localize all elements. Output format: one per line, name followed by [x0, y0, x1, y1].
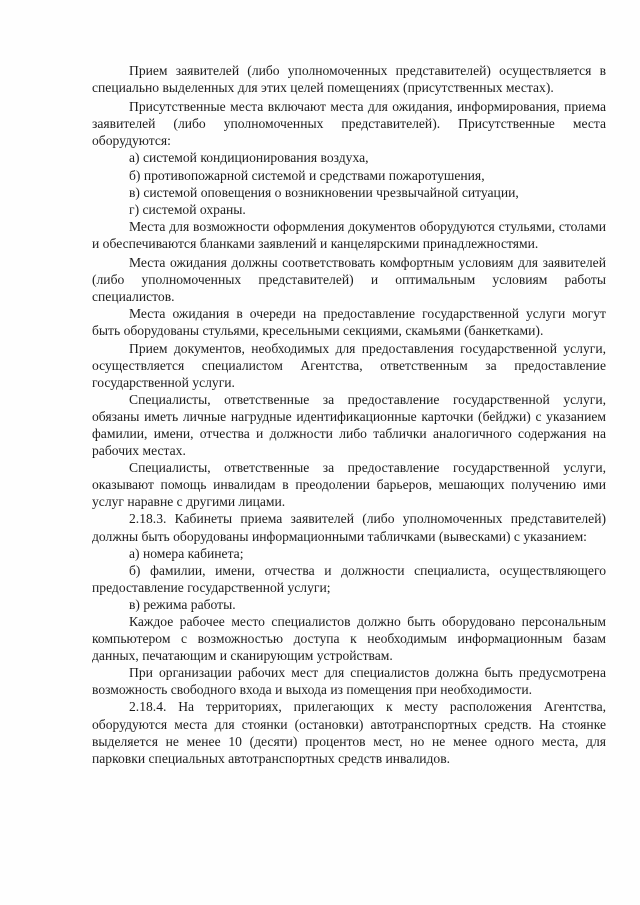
list-item-air-conditioning: а) системой кондиционирования воздуха,	[129, 150, 369, 166]
list-item-room-number: а) номера кабинета;	[129, 545, 244, 561]
document-body	[92, 62, 606, 767]
list-item-working-hours: в) режима работы.	[129, 596, 236, 612]
list-item-emergency-alert: в) системой оповещения о возникновении чрезвычайной ситуации,	[129, 184, 519, 200]
paragraph-attendance-places: Присутственные места включают места для ожидания, информирования, приема заявителей (либо уполномоченных представителей). Присутственные места оборудуются:	[92, 99, 606, 149]
paragraph-document-preparation-places: Места для возможности оформления документов оборудуются стульями, столами и обеспечиваются бланками заявлений и канцелярскими принадлежностями.	[92, 218, 606, 251]
list-item-security-system: г) системой охраны.	[129, 201, 246, 217]
list-item-fire-protection: б) противопожарной системой и средствами пожаротушения,	[129, 167, 485, 183]
paragraph-document-reception: Прием документов, необходимых для предоставления государственной услуги, осуществляется специалистом Агентства, ответственным за предоставление государственной услуги.	[92, 340, 606, 390]
paragraph-reception-premises: Прием заявителей (либо уполномоченных представителей) осуществляется в специально выделенных для этих целей помещениях (присутственных местах).	[92, 63, 606, 96]
paragraph-specialist-badges: Специалисты, ответственные за предоставление государственной услуги, обязаны иметь личные нагрудные идентификационные карточки (бейджи) с указанием фамилии, имени, отчества и должности либо таблички аналогичного содержания на рабочих местах.	[92, 391, 606, 459]
paragraph-section-2-18-3: 2.18.3. Кабинеты приема заявителей (либо уполномоченных представителей) должны быть оборудованы информационными табличками (вывесками) с указанием:	[92, 511, 606, 544]
paragraph-workstation-equipment: Каждое рабочее место специалистов должно быть оборудовано персональным компьютером с возможностью доступа к необходимым информационным базам данных, печатающим и сканирующим устройствам.	[92, 614, 606, 664]
paragraph-queue-waiting-places: Места ожидания в очереди на предоставление государственной услуги могут быть оборудованы стульями, кресельными секциями, скамьями (банкетками).	[92, 306, 606, 339]
list-item-specialist-name: б) фамилии, имени, отчества и должности специалиста, осуществляющего предоставление государственной услуги;	[92, 562, 606, 595]
paragraph-free-access: При организации рабочих мест для специалистов должна быть предусмотрена возможность свободного входа и выхода из помещения при необходимости.	[92, 665, 606, 698]
paragraph-section-2-18-4: 2.18.4. На территориях, прилегающих к месту расположения Агентства, оборудуются места для стоянки (остановки) автотранспортных средств. На стоянке выделяется не менее 10 (десяти) процентов мест, но не менее одного места, для парковки специальных автотранспортных средств инвалидов.	[92, 699, 606, 766]
paragraph-waiting-places: Места ожидания должны соответствовать комфортным условиям для заявителей (либо уполномоченных представителей) и оптимальным условиям работы специалистов.	[92, 255, 606, 305]
paragraph-disability-assistance: Специалисты, ответственные за предоставление государственной услуги, оказывают помощь инвалидам в преодолении барьеров, мешающих получению ими услуг наравне с другими лицами.	[92, 460, 606, 510]
